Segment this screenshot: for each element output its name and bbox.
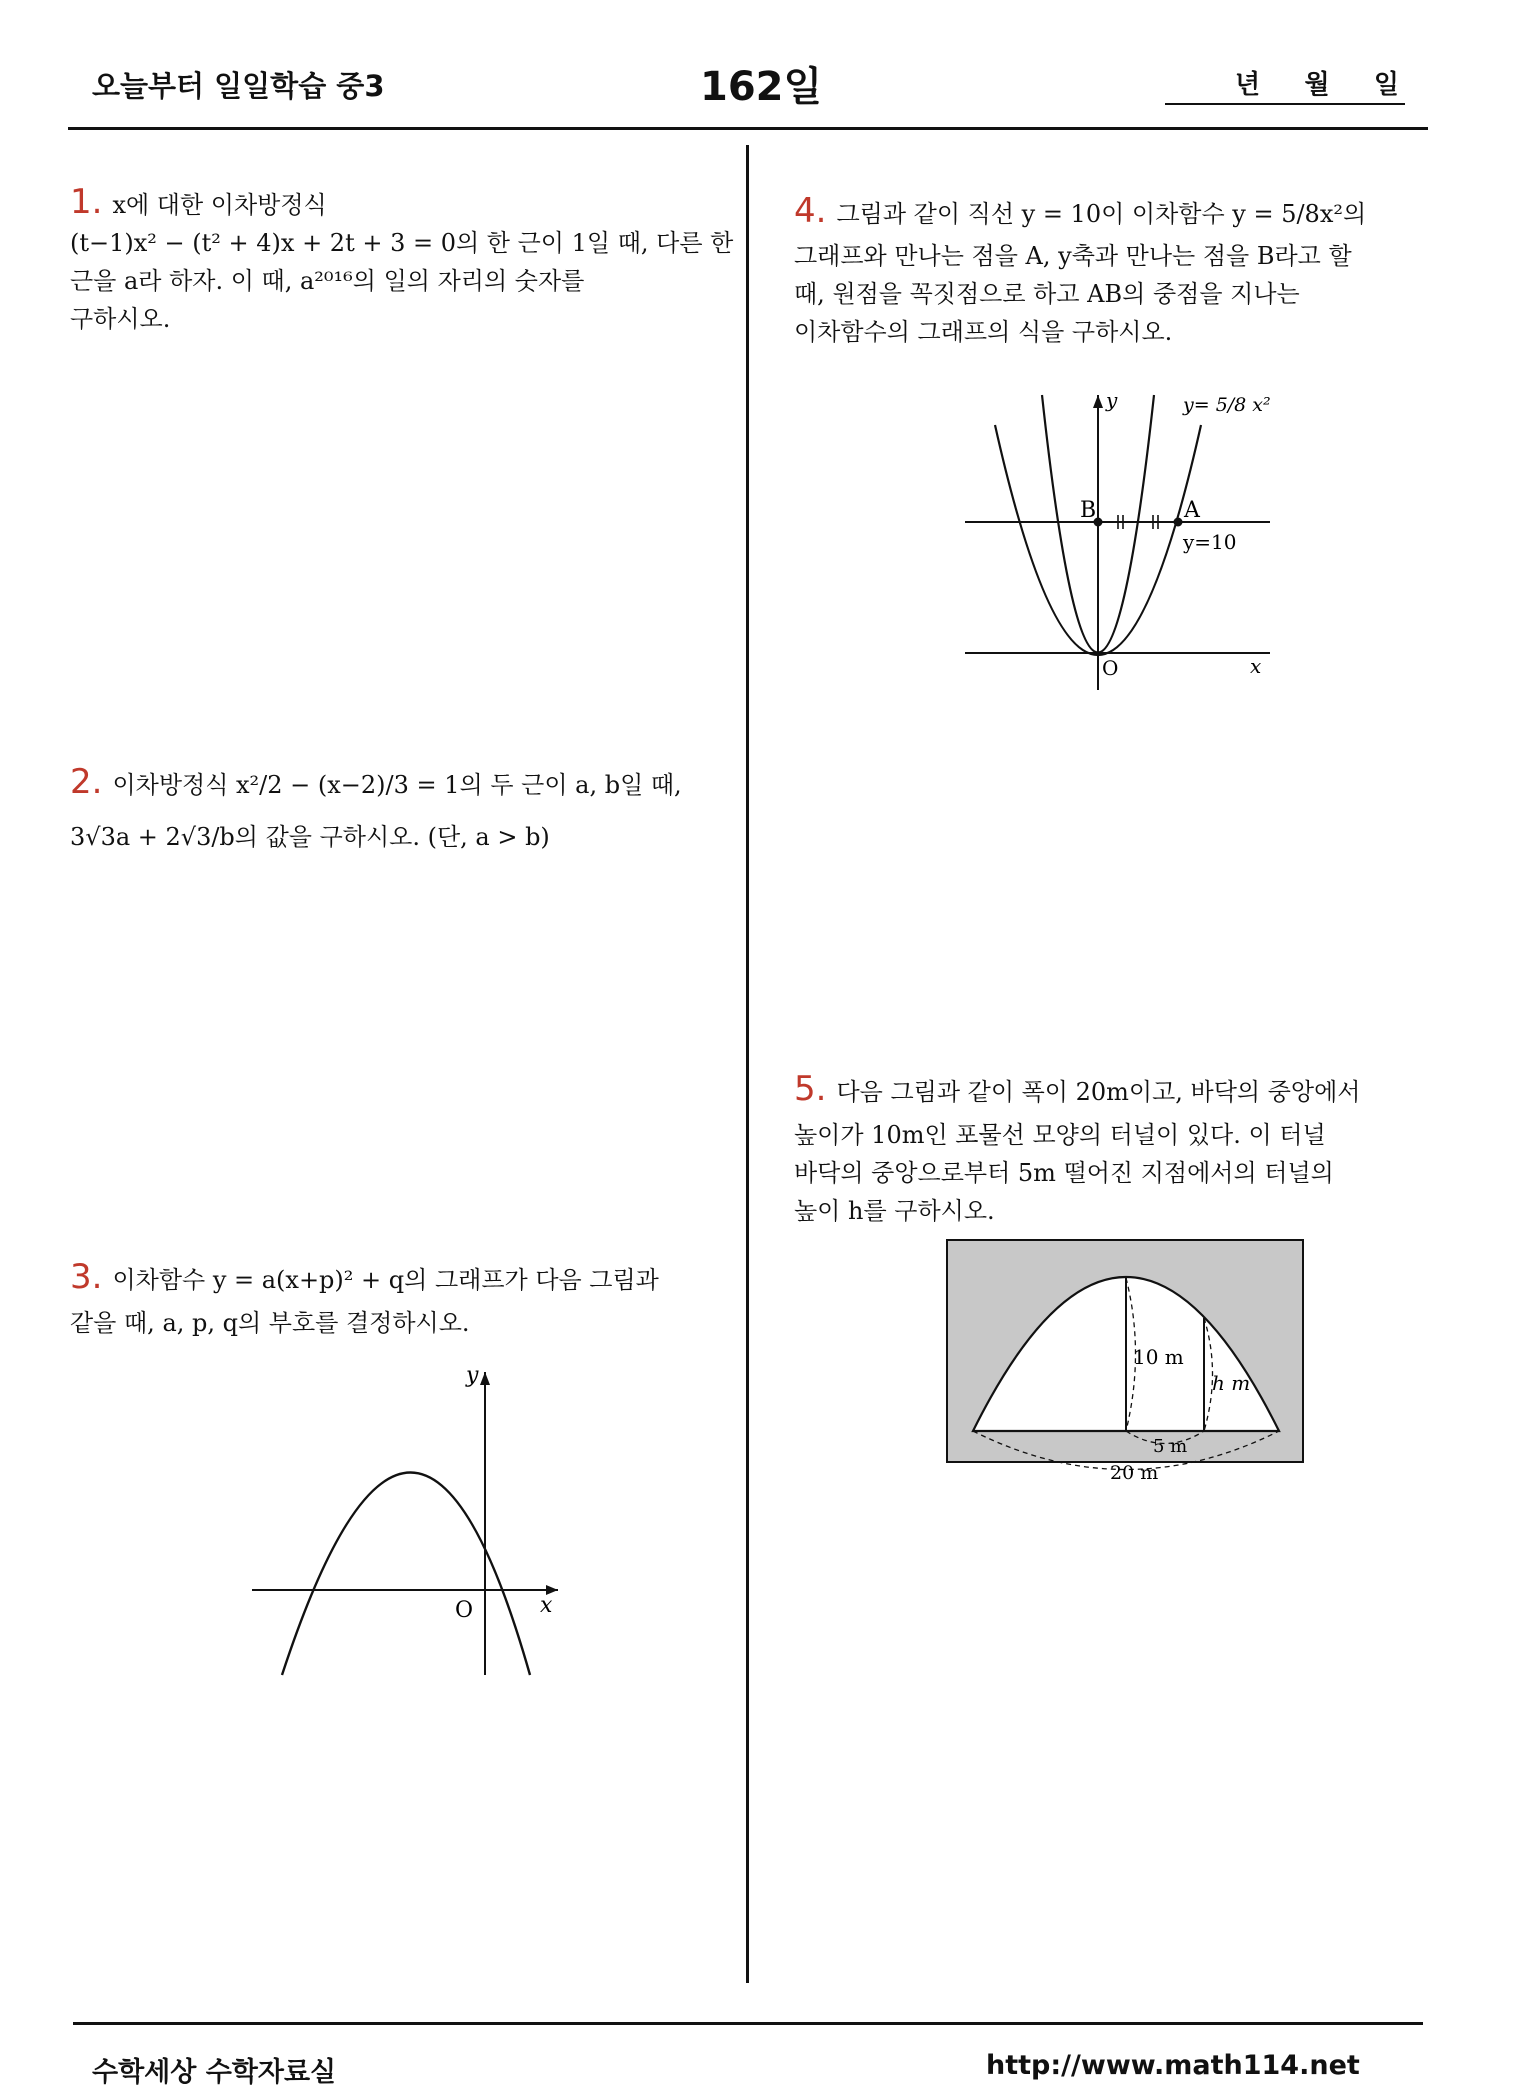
date-day-label: 일	[1373, 70, 1399, 100]
problem-4	[794, 188, 1454, 351]
y-axis-label: y	[1106, 388, 1118, 412]
date-month-label: 월	[1304, 70, 1330, 100]
y-axis-arrow	[1093, 395, 1103, 408]
problem-5	[794, 1065, 1454, 1230]
header-rule	[68, 127, 1428, 130]
footer-url-link[interactable]: http://www.math114.net	[986, 2050, 1360, 2081]
problem-3	[70, 1258, 730, 1347]
problem-1	[70, 182, 734, 338]
line-label: y=10	[1183, 530, 1237, 554]
width-label: 20 m	[1110, 1462, 1159, 1484]
problem-4-graph	[960, 385, 1280, 695]
problem-line: 그림과 같이 직선 y = 10이 이차함수 y = 5/8x²의	[836, 200, 1367, 228]
problem-line: 높이가 10m인 포물선 모양의 터널이 있다. 이 터널	[794, 1121, 1326, 1149]
problem-number: 3.	[70, 1257, 103, 1297]
date-year-label: 년	[1235, 70, 1261, 100]
x-axis-label: x	[540, 1593, 553, 1618]
problem-5-tunnel-figure	[945, 1238, 1307, 1498]
problem-line: x에 대한 이차방정식	[112, 191, 327, 219]
problem-line: 이차함수 y = a(x+p)² + q의 그래프가 다음 그림과	[112, 1266, 659, 1294]
point-a-label: A	[1184, 498, 1200, 523]
footer-rule	[73, 2022, 1423, 2025]
point-b-label: B	[1080, 498, 1097, 523]
page-title: 162일	[700, 64, 823, 110]
problem-line: 이차함수의 그래프의 식을 구하시오.	[794, 318, 1173, 346]
problem-number: 2.	[70, 762, 103, 802]
curve-label: y= 5/8 x²	[1183, 394, 1271, 416]
problem-line: 높이 h를 구하시오.	[794, 1197, 995, 1225]
problem-line: (t−1)x² − (t² + 4)x + 2t + 3 = 0의 한 근이 1일 때, 다른 한	[70, 229, 734, 257]
date-field	[1165, 64, 1405, 105]
height-label: 10 m	[1133, 1345, 1184, 1369]
problem-line: 이차방정식 x²/2 − (x−2)/3 = 1의 두 근이 a, b일 때,	[112, 771, 682, 799]
y-axis-arrow	[480, 1372, 490, 1385]
offset-label: 5 m	[1153, 1436, 1188, 1457]
column-divider	[746, 145, 749, 1983]
problem-2	[70, 760, 730, 867]
origin-label: O	[455, 1598, 474, 1623]
problem-number: 1.	[70, 182, 103, 222]
problem-line: 같을 때, a, p, q의 부호를 결정하시오.	[70, 1309, 470, 1337]
problem-line: 근을 a라 하자. 이 때, a²⁰¹⁶의 일의 자리의 숫자를	[70, 267, 585, 295]
footer-left-text: 수학세상 수학자료실	[92, 2057, 337, 2088]
problem-line: 3√3a + 2√3/b의 값을 구하시오. (단, a > b)	[70, 823, 550, 851]
problem-line: 다음 그림과 같이 폭이 20m이고, 바닥의 중앙에서	[836, 1078, 1361, 1106]
origin-label: O	[1102, 656, 1119, 680]
problem-number: 5.	[794, 1069, 827, 1109]
problem-number: 4.	[794, 191, 827, 231]
x-axis-label: x	[1250, 654, 1262, 678]
parabola-curve	[282, 1473, 530, 1676]
problem-line: 구하시오.	[70, 305, 171, 333]
problem-line: 때, 원점을 꼭짓점으로 하고 AB의 중점을 지나는	[794, 280, 1300, 308]
problem-3-graph	[240, 1360, 570, 1690]
y-axis-label: y	[466, 1363, 479, 1388]
problem-line: 바닥의 중앙으로부터 5m 떨어진 지점에서의 터널의	[794, 1159, 1334, 1187]
header-left-title: 오늘부터 일일학습 중3	[92, 69, 385, 103]
problem-line: 그래프와 만나는 점을 A, y축과 만나는 점을 B라고 할	[794, 242, 1352, 270]
h-label: h m	[1212, 1371, 1251, 1395]
point-a-dot	[1174, 518, 1183, 527]
